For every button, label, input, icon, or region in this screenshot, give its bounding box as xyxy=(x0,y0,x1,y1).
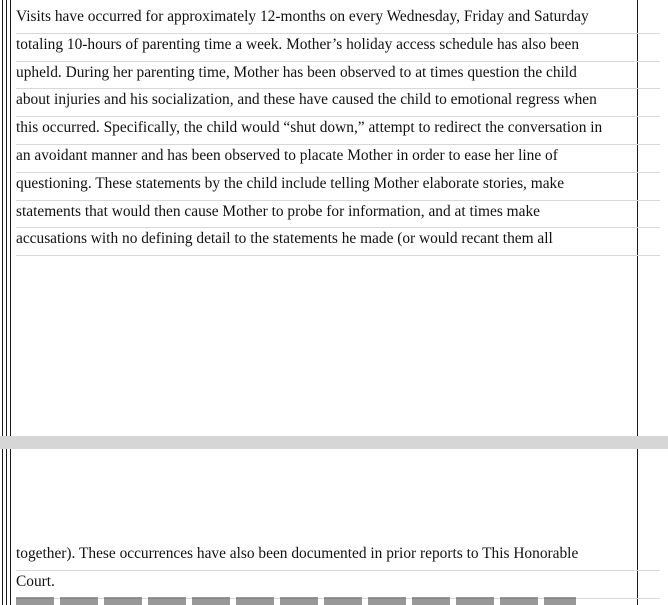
left-border-line xyxy=(6,0,7,436)
text-line: together). These occurrences have also been documented in prior reports to This Honorable xyxy=(16,543,660,571)
left-border-line xyxy=(10,0,11,436)
body-paragraph xyxy=(16,6,660,256)
left-border-line xyxy=(10,449,11,605)
text-line: totaling 10-hours of parenting time a week. Mother’s holiday access schedule has also been xyxy=(16,34,660,62)
left-border-line xyxy=(2,449,3,605)
text-line: Visits have occurred for approximately 12-months on every Wednesday, Friday and Saturday xyxy=(16,6,660,34)
text-line: Court. xyxy=(16,571,660,599)
text-line: questioning. These statements by the child include telling Mother elaborate stories, make xyxy=(16,173,660,201)
text-line: an avoidant manner and has been observed to placate Mother in order to ease her line of xyxy=(16,145,660,173)
left-border-line xyxy=(6,449,7,605)
document-page-bottom xyxy=(0,449,668,605)
left-border-line xyxy=(2,0,3,436)
text-line: about injuries and his socialization, and these have caused the child to emotional regress when xyxy=(16,89,660,117)
text-line: statements that would then cause Mother to probe for information, and at times make xyxy=(16,201,660,229)
page-break-gap xyxy=(0,436,668,449)
text-line: this occurred. Specifically, the child would “shut down,” attempt to redirect the conversation in xyxy=(16,117,660,145)
text-line: upheld. During her parenting time, Mother has been observed to at times question the child xyxy=(16,62,660,90)
cut-off-text-line xyxy=(16,597,576,605)
body-paragraph-continued xyxy=(16,543,660,599)
text-line: accusations with no defining detail to the statements he made (or would recant them all xyxy=(16,228,660,256)
